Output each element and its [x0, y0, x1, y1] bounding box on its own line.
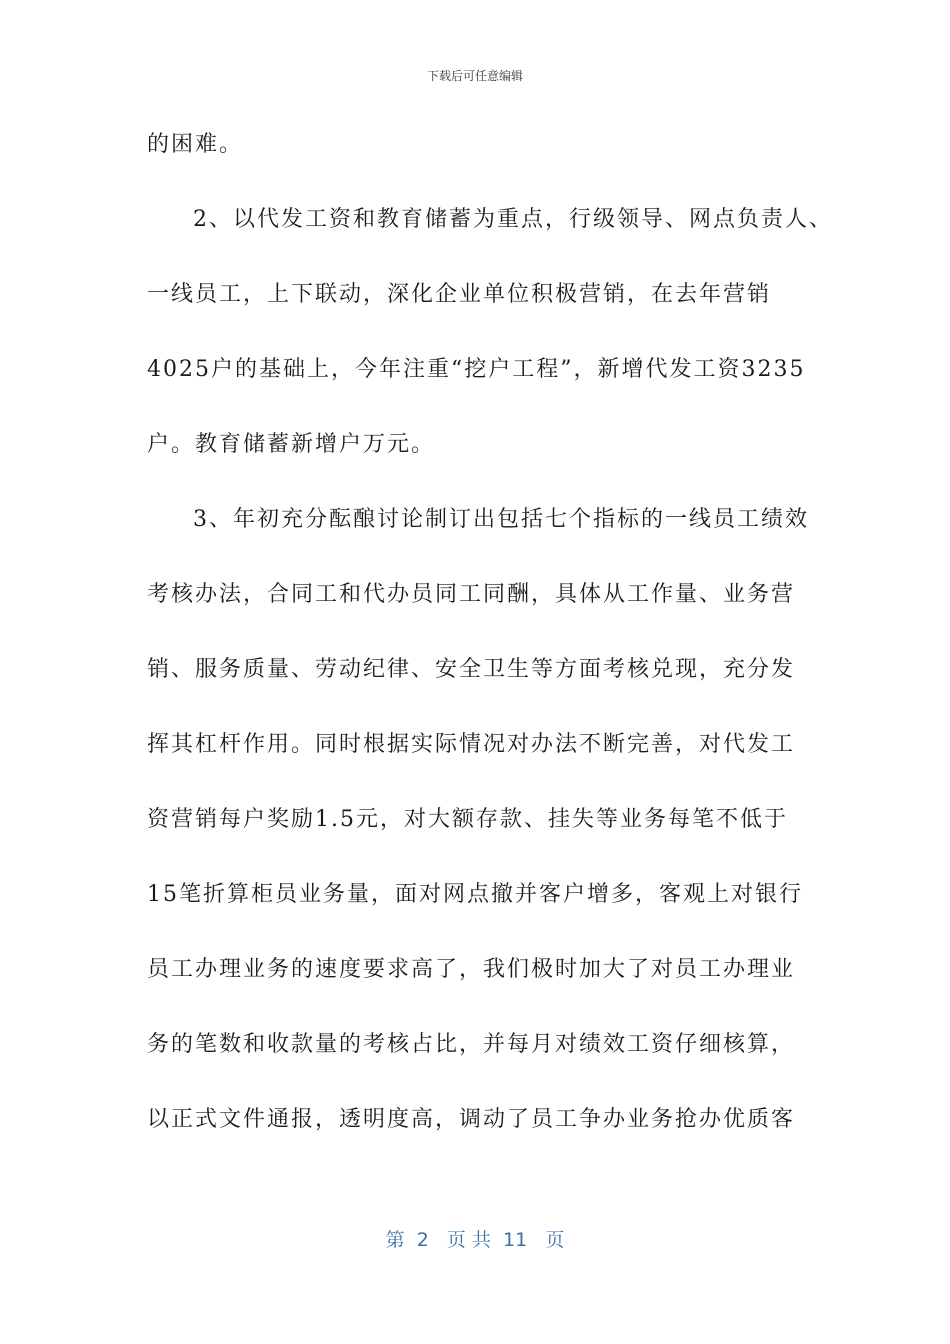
text-line: 挥其杠杆作用。同时根据实际情况对办法不断完善，对代发工 [147, 732, 796, 757]
text-line: 资营销每户奖励1.5元，对大额存款、挂失等业务每笔不低于 [147, 807, 788, 832]
text-line: 一线员工，上下联动，深化企业单位积极营销，在去年营销 [147, 282, 772, 307]
header-note: 下载后可任意编辑 [426, 69, 523, 83]
text-line: 户。教育储蓄新增户万元。 [147, 432, 436, 457]
text-line: 员工办理业务的速度要求高了，我们极时加大了对员工办理业 [147, 957, 796, 982]
text-line: 考核办法，合同工和代办员同工同酬，具体从工作量、业务营 [147, 582, 796, 607]
text-line: 务的笔数和收款量的考核占比，并每月对绩效工资仔细核算， [147, 1032, 796, 1057]
text-line: 的困难。 [147, 132, 244, 157]
text-line: 15笔折算柜员业务量，面对网点撤并客户增多，客观上对银行 [147, 882, 803, 907]
text-line: 以正式文件通报，透明度高，调动了员工争办业务抢办优质客 [147, 1107, 796, 1132]
text-line: 4025户的基础上，今年注重“挖户工程”，新增代发工资3235 [147, 357, 806, 382]
text-line: 销、服务质量、劳动纪律、安全卫生等方面考核兑现，充分发 [147, 657, 796, 682]
text-line: 3、年初充分酝酿讨论制订出包括七个指标的一线员工绩效 [193, 507, 809, 532]
page-number: 第 2 页 共 11 页 [385, 1229, 565, 1251]
text-line: 2、以代发工资和教育储蓄为重点，行级领导、网点负责人、 [193, 207, 833, 232]
